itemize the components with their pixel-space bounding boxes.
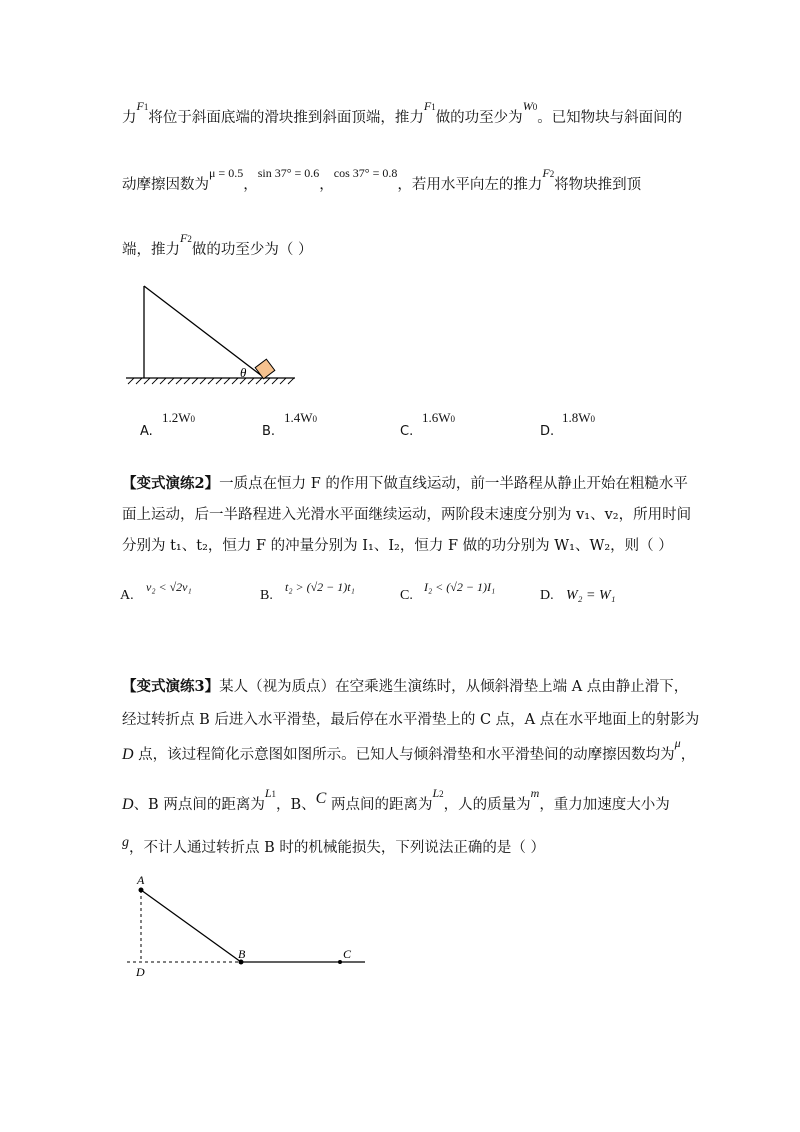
q3-line-5: g，不计人通过转折点 B 时的机械能损失，下列说法正确的是（ ） <box>122 835 545 856</box>
q1-line-3: 端，推力$^{F2}$做的功至少为（ ） <box>122 231 313 258</box>
q3-line-4: D、B 两点间的距离为$^{L1}$，B、C 两点间的距离为$^{L2}$，人的质量为$^m$，重力加速度大小为 <box>122 786 670 813</box>
var-L2: L2 <box>432 786 444 800</box>
inclined-slide-AB <box>141 890 241 962</box>
q2-line-3: 分别为 t₁、t₂，恒力 F 的冲量分别为 I₁、I₂，恒力 F 做的功分别为 W₁、W₂，则（ ） <box>122 538 673 554</box>
point-C <box>338 960 342 964</box>
q3-line-2: 经过转折点 B 后进入水平滑垫，最后停在水平滑垫上的 C 点，A 点在水平地面上的射影为 <box>122 712 700 728</box>
q2-line-1: 【变式演练2】一质点在恒力 F 的作用下做直线运动，前一半路程从静止开始在粗糙水平 <box>122 475 688 492</box>
q2-line-2: 面上运动，后一半路程进入光滑水平面继续运动，两阶段末速度分别为 v₁、v₂，所用时间 <box>122 507 692 523</box>
incline-slope <box>144 286 262 376</box>
q1-line-1: 力$^{F1}$将位于斜面底端的滑块推到斜面顶端，推力$^{F1}$做的功至少为$^{W0}$。已知物块与斜面间的 <box>122 99 683 126</box>
slide-figure <box>125 870 375 980</box>
q1-line-2: 动摩擦因数为$^{\mu = 0.5}$，$^{sin 37^\circ = 0.6}$，$^{cos 37^\circ = 0.8}$，若用水平向左的推力$^{F2}$将物块推到顶 <box>122 166 642 193</box>
label-B: B <box>238 947 246 961</box>
sliding-block <box>255 359 275 379</box>
label-D: D <box>136 965 145 979</box>
sin-value: sin 37° = 0.6 <box>257 166 320 180</box>
q2-tag: 【变式演练2】 <box>122 475 220 492</box>
mu-value: μ = 0.5 <box>209 166 244 180</box>
var-mu: μ <box>674 736 681 750</box>
var-W0: W0 <box>522 99 538 113</box>
var-F1: F1 <box>423 99 436 113</box>
label-C: C <box>343 947 352 961</box>
q3-tag: 【变式演练3】 <box>122 678 220 695</box>
ground-hatch <box>128 378 294 384</box>
var-m: m <box>530 786 540 800</box>
incline-figure <box>120 280 310 395</box>
angle-label-theta: θ <box>240 365 247 380</box>
cos-value: cos 37° = 0.8 <box>333 166 398 180</box>
var-F1: F1 <box>136 99 149 113</box>
q3-line-1: 【变式演练3】某人（视为质点）在空乘逃生演练时，从倾斜滑垫上端 A 点由静止滑下， <box>122 678 689 695</box>
point-A <box>139 888 144 893</box>
var-L1: L1 <box>264 786 277 800</box>
label-A: A <box>137 873 145 887</box>
var-F2: F2 <box>180 231 192 245</box>
q3-line-3: D 点，该过程简化示意图如图所示。已知人与倾斜滑垫和水平滑垫间的动摩擦因数均为$^\mu$， <box>122 736 696 763</box>
var-F2: F2 <box>542 166 555 180</box>
var-g: g <box>122 835 129 850</box>
